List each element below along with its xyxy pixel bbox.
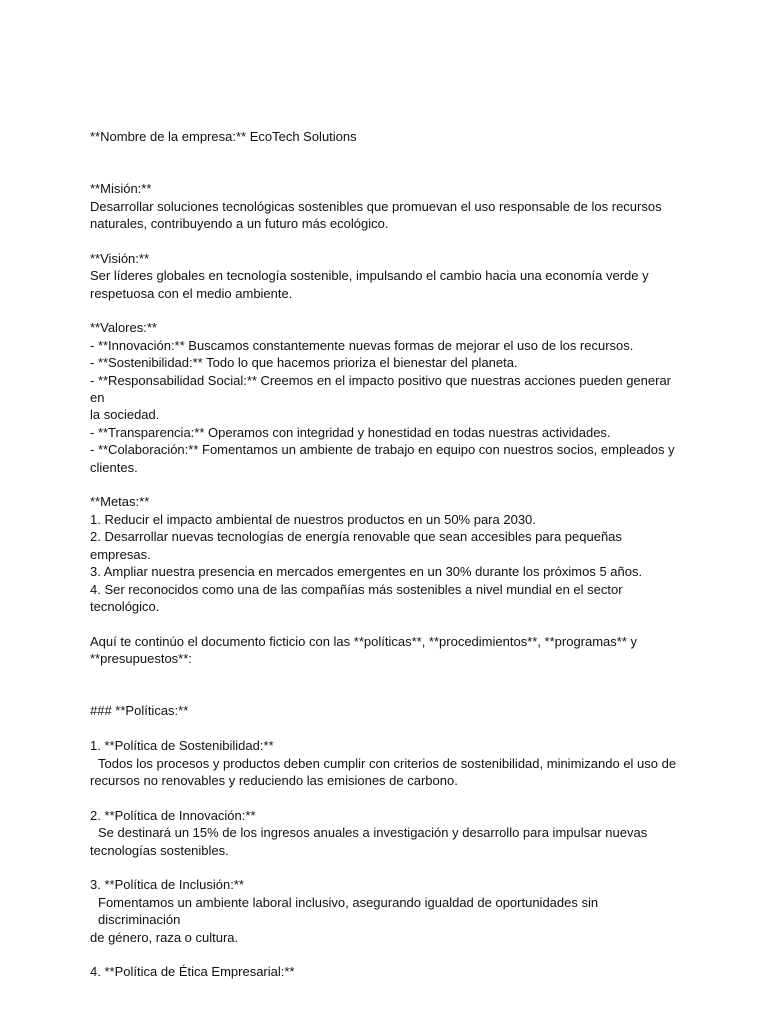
document-page <box>90 128 680 981</box>
spacer <box>90 946 680 963</box>
spacer <box>90 232 680 249</box>
politica-text: Todos los procesos y productos deben cumplir con criterios de sostenibilidad, minimizando el uso de <box>98 755 677 771</box>
valores-line: la sociedad. <box>90 407 160 423</box>
metas-line: 1. Reducir el impacto ambiental de nuestros productos en un 50% para 2030. <box>90 511 536 527</box>
valores-line: - **Sostenibilidad:** Todo lo que hacemos prioriza el bienestar del planeta. <box>90 355 518 371</box>
metas-line: 2. Desarrollar nuevas tecnologías de energía renovable que sean accesibles para pequeñas empresas. <box>90 529 626 562</box>
valores-line: - **Colaboración:** Fomentamos un ambiente de trabajo en equipo con nuestros socios, empleados y <box>90 442 675 458</box>
intro-line: Aquí te continúo el documento ficticio con las **políticas**, **procedimientos**, **programas** y <box>90 633 638 649</box>
politica-title: 1. **Política de Sostenibilidad:** <box>90 738 274 754</box>
politica-text: de género, raza o cultura. <box>90 929 239 945</box>
politica-text: recursos no renovables y reduciendo las emisiones de carbono. <box>90 772 458 788</box>
politicas-heading: ### **Políticas:** <box>90 703 189 719</box>
politica-text: Fomentamos un ambiente laboral inclusivo, asegurando igualdad de oportunidades sin discriminación <box>98 894 602 928</box>
spacer <box>90 789 680 806</box>
mision-text: naturales, contribuyendo a un futuro más ecológico. <box>90 216 389 232</box>
vision-text: respetuosa con el medio ambiente. <box>90 285 293 301</box>
politica-text: tecnologías sostenibles. <box>90 842 229 858</box>
spacer <box>90 720 680 737</box>
spacer <box>90 859 680 876</box>
valores-heading: **Valores:** <box>90 320 157 336</box>
spacer <box>90 668 680 703</box>
valores-line: clientes. <box>90 459 138 475</box>
mision-text: Desarrollar soluciones tecnológicas sostenibles que promuevan el uso responsable de los recursos <box>90 198 662 214</box>
spacer <box>90 476 680 493</box>
intro-line: **presupuestos**: <box>90 651 192 667</box>
valores-line: - **Innovación:** Buscamos constantemente nuevas formas de mejorar el uso de los recursos. <box>90 337 634 353</box>
mision-heading: **Misión:** <box>90 181 152 197</box>
politica-title: 4. **Política de Ética Empresarial:** <box>90 964 295 980</box>
spacer <box>90 615 680 632</box>
metas-line: 4. Ser reconocidos como una de las compañías más sostenibles a nivel mundial en el sector tecnológico. <box>90 581 627 614</box>
valores-line: - **Responsabilidad Social:** Creemos en el impacto positivo que nuestras acciones pueden generar en <box>90 372 675 406</box>
politica-title: 2. **Política de Innovación:** <box>90 807 256 823</box>
metas-heading: **Metas:** <box>90 494 150 510</box>
metas-line: 3. Ampliar nuestra presencia en mercados emergentes en un 30% durante los próximos 5 años. <box>90 564 643 580</box>
spacer <box>90 145 680 180</box>
valores-line: - **Transparencia:** Operamos con integridad y honestidad en todas nuestras actividades. <box>90 424 611 440</box>
vision-text: Ser líderes globales en tecnología sostenible, impulsando el cambio hacia una economía verde y <box>90 268 649 284</box>
politica-title: 3. **Política de Inclusión:** <box>90 877 244 893</box>
politica-text: Se destinará un 15% de los ingresos anuales a investigación y desarrollo para impulsar nuevas <box>98 825 648 841</box>
company-name-line: **Nombre de la empresa:** EcoTech Solutions <box>90 129 357 144</box>
vision-heading: **Visión:** <box>90 250 150 266</box>
spacer <box>90 302 680 319</box>
